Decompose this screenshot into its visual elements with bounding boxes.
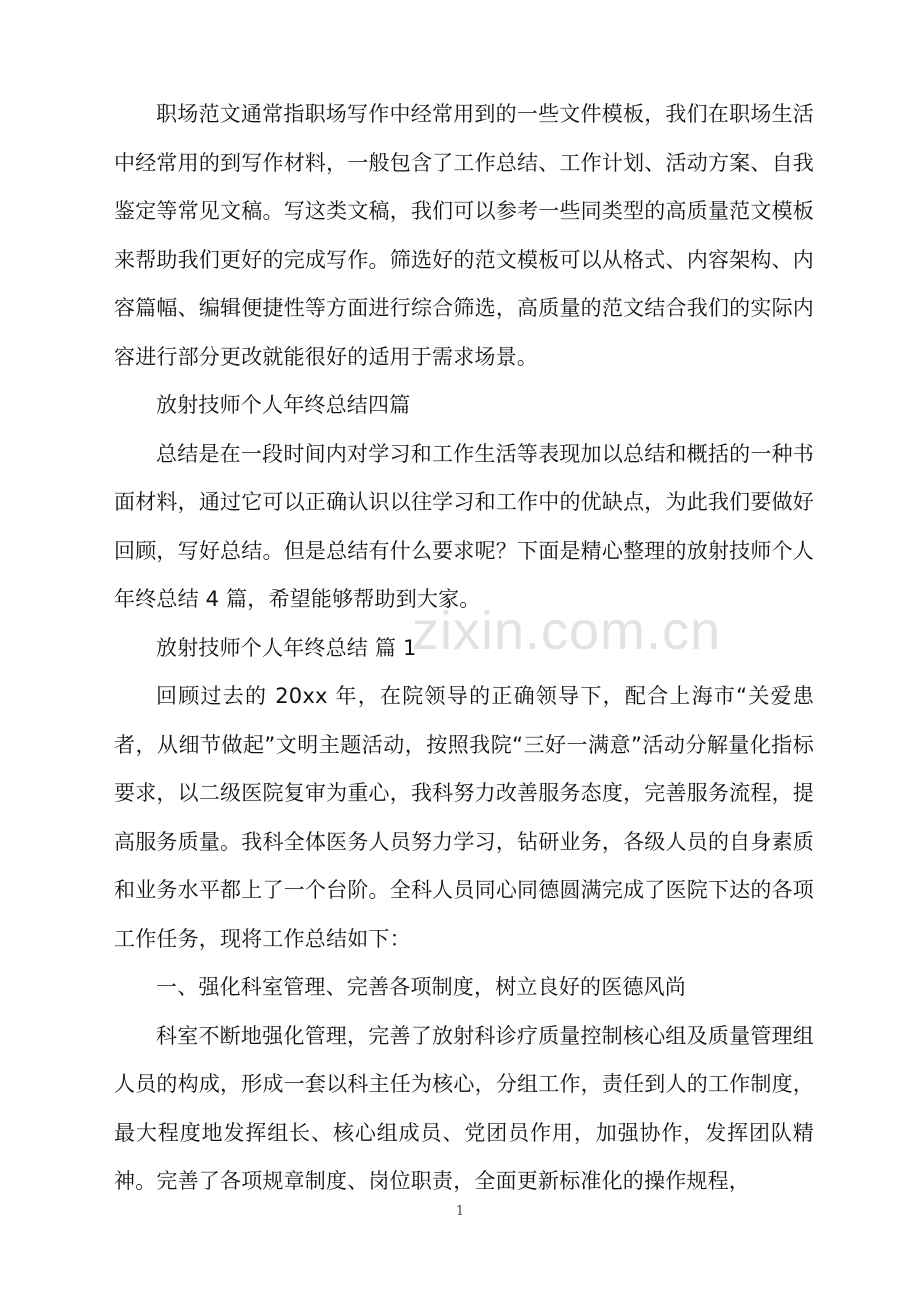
document-title: 放射技师个人年终总结四篇 [156,393,411,417]
section-heading-part1: 放射技师个人年终总结 篇 1 [156,635,417,660]
review-paragraph: 回顾过去的 20xx 年，在院领导的正确领导下，配合上海市“关爱患者，从细节做起”文明主题活动，按照我院“三好一满意”活动分解量化指标要求，以二级医院复审为重心，我科努力改善服务态度，完善服务流程，提高服务质量。我科全体医务人员努力学习，钻研业务，各级人员的自身素质和业务水平都上了一个台阶。全科人员同心同德圆满完成了医院下达的各项工作任务，现将工作总结如下： [114,684,814,951]
document-body [114,90,814,1206]
management-paragraph: 科室不断地强化管理，完善了放射科诊疗质量控制核心组及质量管理组人员的构成，形成一套以科主任为核心，分组工作，责任到人的工作制度，最大程度地发挥组长、核心组成员、党团员作用，加强协作，发挥团队精神。完善了各项规章制度、岗位职责，全面更新标准化的操作规程， [114,1023,814,1193]
intro-paragraph: 职场范文通常指职场写作中经常用到的一些文件模板，我们在职场生活中经常用的到写作材料，一般包含了工作总结、工作计划、活动方案、自我鉴定等常见文稿。写这类文稿，我们可以参考一些同类型的高质量范文模板来帮助我们更好的完成写作。筛选好的范文模板可以从格式、内容架构、内容篇幅、编辑便捷性等方面进行综合筛选，高质量的范文结合我们的实际内容进行部分更改就能很好的适用于需求场景。 [114,102,814,369]
page-number: 1 [455,1204,465,1219]
watermark: zixin.com.cn [412,601,722,661]
summary-intro-paragraph: 总结是在一段时间内对学习和工作生活等表现加以总结和概括的一种书面材料，通过它可以正确认识以往学习和工作中的优缺点，为此我们要做好回顾，写好总结。但是总结有什么要求呢？下面是精心整理的放射技师个人年终总结 4 篇，希望能够帮助到大家。 [114,441,814,611]
subsection-heading-management: 一、强化科室管理、完善各项制度，树立良好的医德风尚 [156,975,686,999]
